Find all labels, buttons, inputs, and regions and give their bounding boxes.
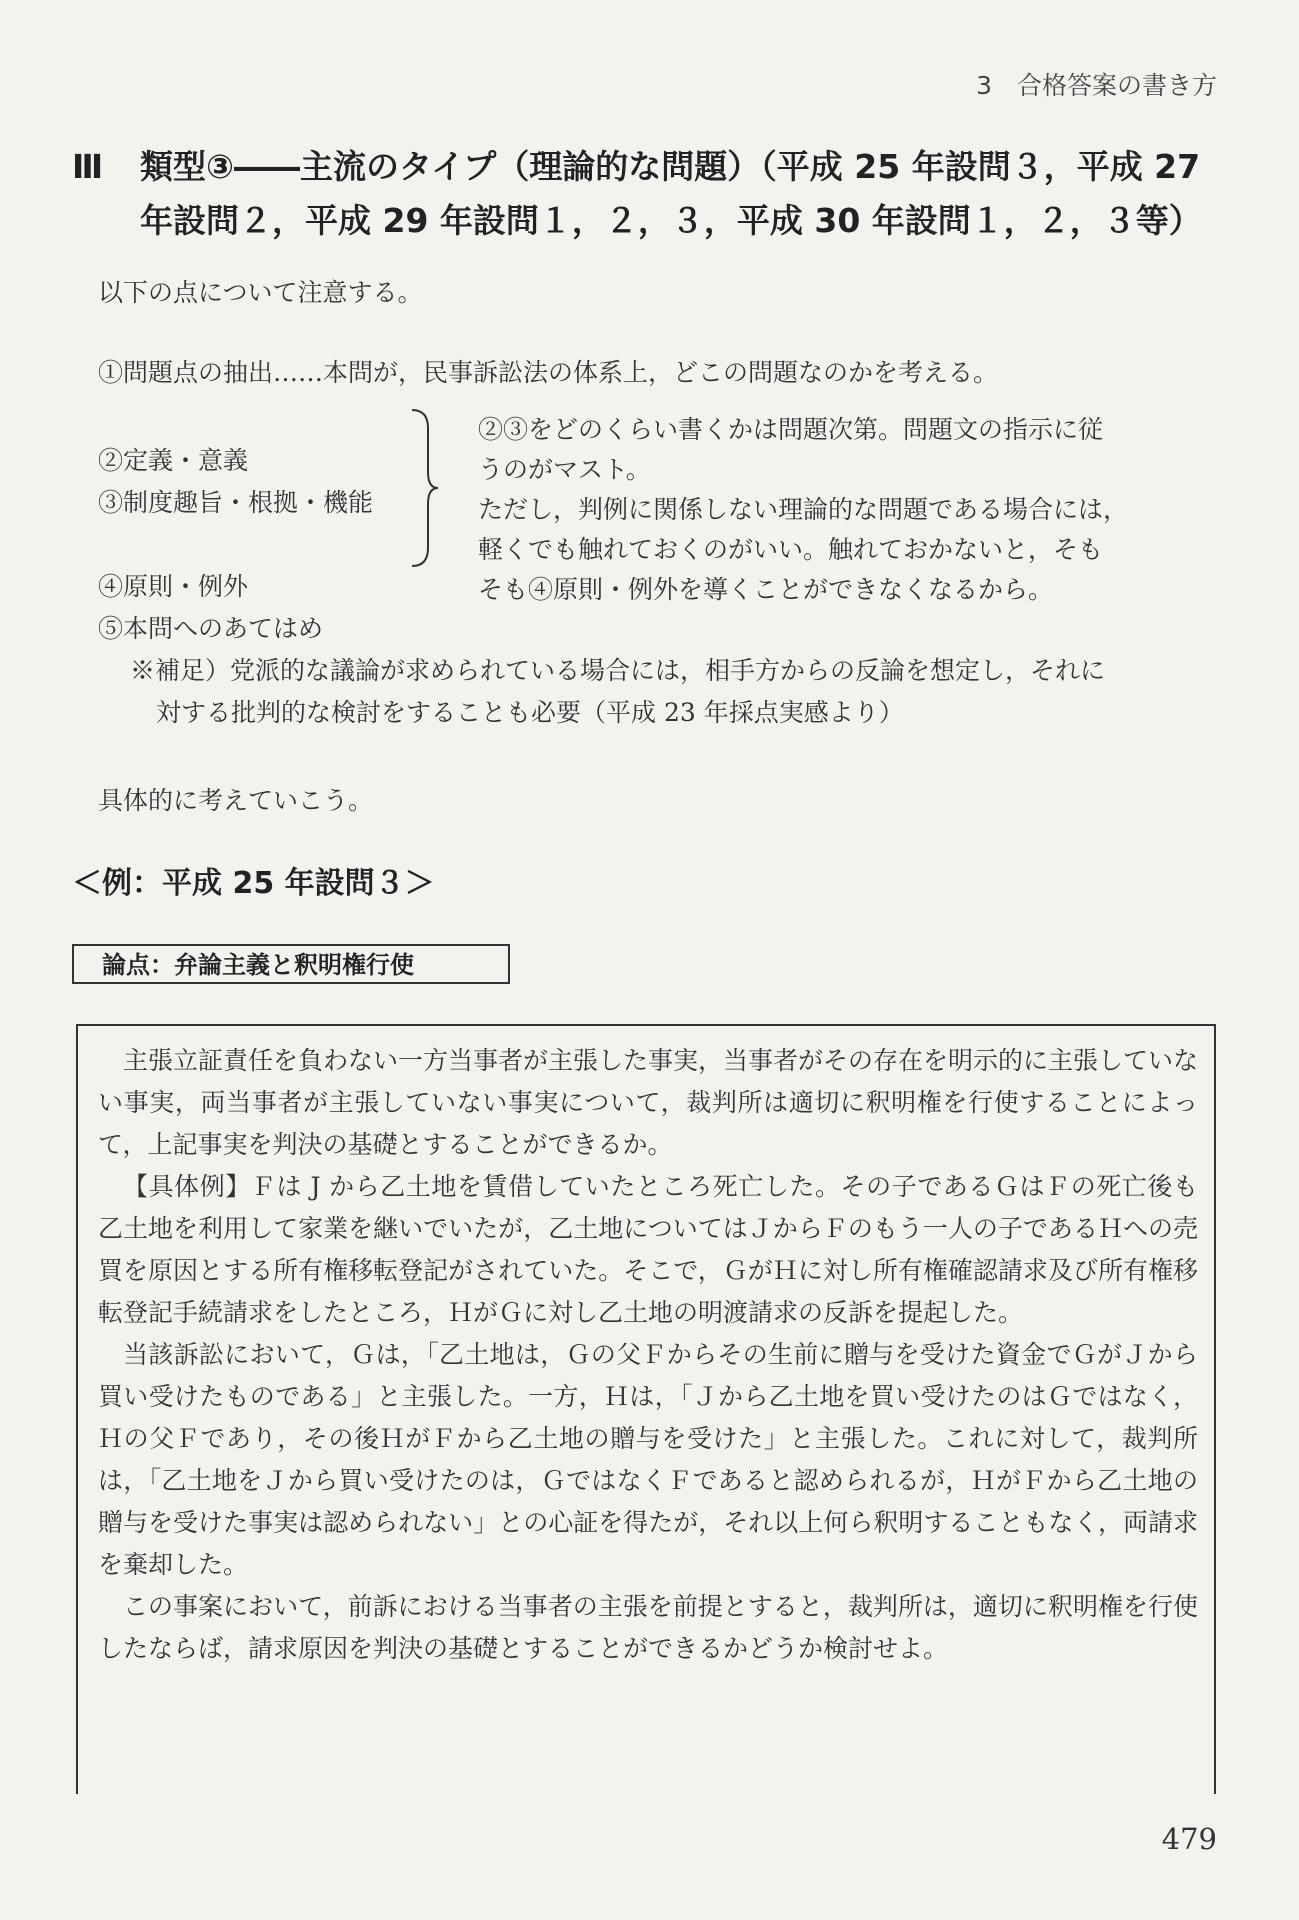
section-numeral: Ⅲ [72,147,104,186]
point-1: ①問題点の抽出……本問が，民事訴訟法の体系上，どこの問題なのかを考える。 [98,358,999,387]
running-header: 3 合格答案の書き方 [976,71,1217,100]
brace-note-line: うのがマスト。 [478,455,651,484]
issue-label: 論点：弁論主義と釈明権行使 [72,944,510,984]
right-brace-icon [410,408,440,568]
brace-note-line: そも④原則・例外を導くことができなくなるから。 [478,575,1054,604]
concrete-text: 具体的に考えていこう。 [98,786,374,815]
point-4: ④原則・例外 [98,572,249,601]
intro-text: 以下の点について注意する。 [98,278,423,307]
point-3: ③制度趣旨・根拠・機能 [98,488,374,517]
problem-paragraph: 【具体例】Ｆは J から乙土地を賃借していたところ死亡した。その子であるＧはＦの死亡後も乙土地を利用して家業を継いでいたが，乙土地についてはＪからＦのもう一人の子であるＨへの売買を原因とする所有権移転登記がされていた。そこで，ＧがＨに対し所有権確認請求及び所有権移転登記手続請求をしたところ，ＨがＧに対し乙土地の明渡請求の反訴を提起した。 [98,1172,1198,1327]
section-heading [72,140,1222,248]
supplement-line-1: ※補足）党派的な議論が求められている場合には，相手方からの反論を想定し，それに [130,656,1106,685]
brace-note [478,410,1198,610]
section-heading-text: 類型③――主流のタイプ（理論的な問題）（平成 25 年設問３，平成 27 年設問２，平成 29 年設問１，２，３，平成 30 年設問１，２，３等） [140,147,1202,240]
problem-paragraph: 主張立証責任を負わない一方当事者が主張した事実，当事者がその存在を明示的に主張していない事実，両当事者が主張していない事実について，裁判所は適切に釈明権を行使することによって，上記事実を判決の基礎とすることができるか。 [98,1046,1199,1159]
point-2: ②定義・意義 [98,446,249,475]
point-5: ⑤本問へのあてはめ [98,614,324,643]
problem-paragraph: 当該訴訟において，Ｇは，「乙土地は，Ｇの父Ｆからその生前に贈与を受けた資金でＧがＪから買い受けたものである」と主張した。一方，Ｈは，「Ｊから乙土地を買い受けたのはＧではなく，Ｈの父Ｆであり，その後ＨがＦから乙土地の贈与を受けた」と主張した。これに対して，裁判所は，「乙土地をＪから買い受けたのは，ＧではなくＦであると認められるが，ＨがＦから乙土地の贈与を受けた事実は認められない」との心証を得たが，それ以上何ら釈明することもなく，両請求を棄却した。 [98,1340,1198,1579]
brace-note-line: ただし，判例に関係しない理論的な問題である場合には， [478,495,1129,524]
brace-note-line: 軽くでも触れておくのがいい。触れておかないと，そも [478,535,1104,564]
page-number: 479 [1161,1822,1217,1856]
problem-text [98,1040,1198,1670]
brace-note-line: ②③をどのくらい書くかは問題次第。問題文の指示に従 [478,415,1104,444]
supplement-line-2: 対する批判的な検討をすることも必要（平成 23 年採点実感より） [156,698,904,727]
problem-paragraph: この事案において，前訴における当事者の主張を前提とすると，裁判所は，適切に釈明権を行使したならば，請求原因を判決の基礎とすることができるかどうか検討せよ。 [98,1592,1198,1663]
example-heading: ＜例：平成 25 年設問３＞ [72,866,435,901]
supplement-note [130,650,1220,734]
